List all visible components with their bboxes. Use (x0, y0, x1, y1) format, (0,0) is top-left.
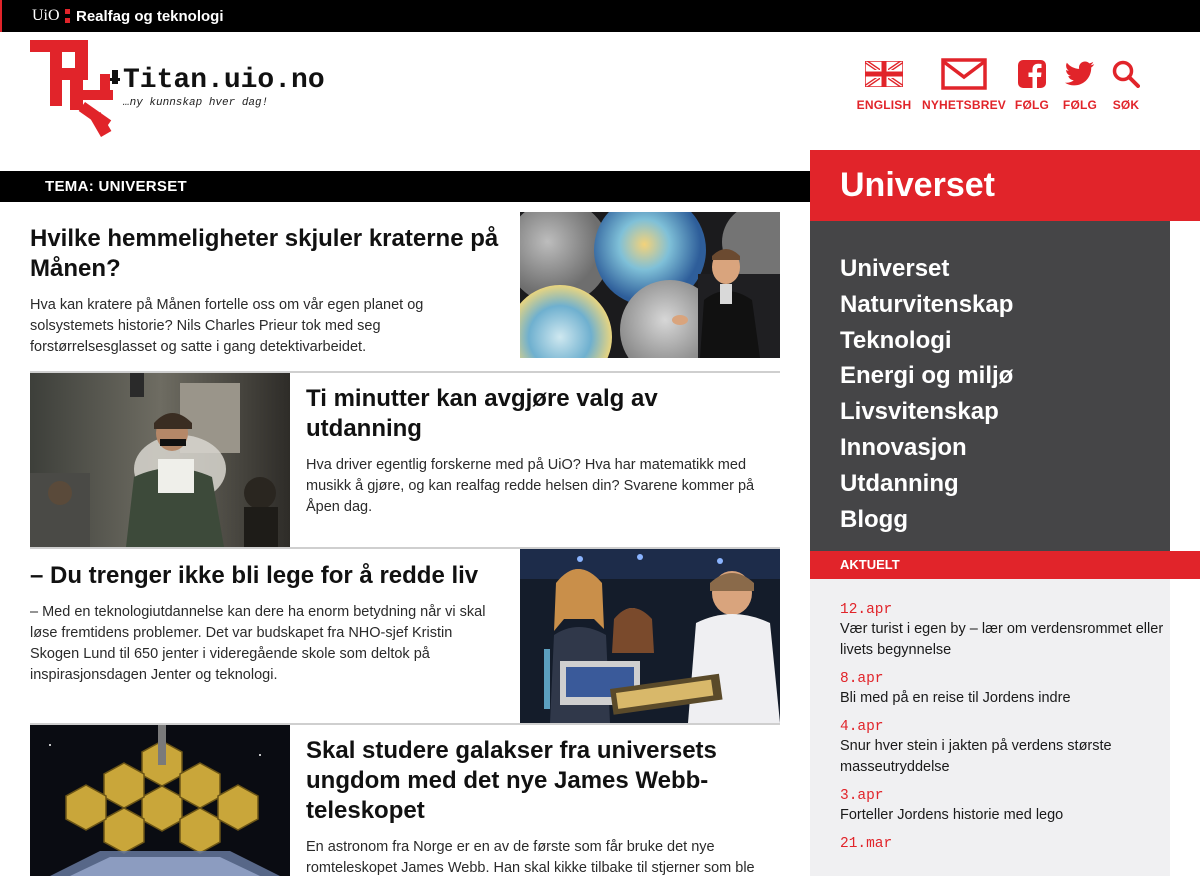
article-title[interactable]: Hvilke hemmeligheter skjuler kraterne på Månen? (30, 225, 499, 282)
news-list (810, 579, 1170, 876)
sidebar-nav (810, 221, 1170, 551)
article-lead: Hva driver egentlig forskerne med på UiO? Hva har matematikk med musikk å gjøre, og kan realfag redde helsen din? Svarene kommer på Åpen dag. (306, 457, 755, 515)
news-title[interactable]: Vær turist i egen by – lær om verdensrommet eller livets begynnelse (840, 621, 1164, 658)
news-date: 12.apr (840, 602, 893, 618)
facebook-label: FØLG (1014, 98, 1050, 112)
article-title[interactable]: Skal studere galakser fra universets ungdom med det nye James Webb-teleskopet (306, 737, 717, 824)
sidebar-item-energi-og-miljo[interactable]: Energi og miljø (840, 362, 1014, 390)
facebook-link[interactable] (1012, 58, 1052, 118)
news-title[interactable]: Snur hver stein i jakten på verdens største masseutryddelse (840, 738, 1112, 775)
twitter-link[interactable] (1058, 58, 1102, 118)
sidebar-item-universet[interactable]: Universet (840, 255, 950, 282)
list-item[interactable] (840, 787, 1170, 826)
newsletter-link[interactable] (921, 58, 1007, 118)
uio-logo-text[interactable]: UiO (32, 7, 60, 24)
uio-top-bar (0, 0, 1200, 32)
news-date: 3.apr (840, 788, 884, 804)
site-name: Titan.uio.no (123, 65, 325, 96)
search-icon (1108, 58, 1144, 90)
article-card[interactable] (306, 384, 780, 518)
news-date: 21.mar (840, 836, 893, 852)
article-image-open-day[interactable] (30, 373, 290, 547)
theme-bar (0, 171, 810, 202)
english-link[interactable] (854, 58, 914, 118)
sidebar-heading-text: Universet (840, 166, 995, 204)
english-label: ENGLISH (856, 98, 912, 112)
news-title[interactable]: Bli med på en reise til Jordens indre (840, 690, 1071, 706)
sidebar-heading (810, 150, 1200, 221)
site-logo[interactable] (30, 40, 360, 140)
article-image-james-webb[interactable] (30, 725, 290, 876)
list-item[interactable] (840, 835, 1170, 853)
article-lead: En astronom fra Norge er en av de første som får bruke det nye romteleskopet James Webb. Han skal kikke tilbake til stjerner som ble (306, 839, 755, 876)
uk-flag-icon (854, 58, 914, 90)
facebook-icon (1012, 58, 1052, 90)
article-lead: – Med en teknologiutdannelse kan dere ha enorm betydning når vi skal løse fremtidens problemer. Det var budskapet fra NHO-sjef Kristin Skogen Lund til 650 jenter i videregående skole som deltok på inspirasjonsdagen Jenter og teknologi. (30, 604, 486, 683)
sidebar-item-blogg[interactable]: Blogg (840, 505, 908, 533)
news-date: 8.apr (840, 671, 884, 687)
list-item[interactable] (840, 601, 1170, 661)
faculty-link[interactable]: Realfag og teknologi (76, 8, 224, 25)
uio-dots-icon (65, 9, 70, 23)
list-item[interactable] (840, 718, 1170, 778)
envelope-icon (921, 58, 1007, 90)
sidebar-item-utdanning[interactable]: Utdanning (840, 469, 959, 497)
sidebar-item-innovasjon[interactable]: Innovasjon (840, 433, 967, 461)
news-date: 4.apr (840, 719, 884, 735)
site-tagline: …ny kunnskap hver dag! (123, 97, 269, 109)
article-image-moon-craters[interactable] (520, 212, 780, 358)
article-card[interactable] (306, 736, 780, 876)
article-title[interactable]: Ti minutter kan avgjøre valg av utdanning (306, 385, 658, 442)
twitter-label: FØLG (1062, 98, 1098, 112)
sidebar-item-teknologi[interactable]: Teknologi (840, 326, 952, 354)
article-card[interactable] (30, 224, 500, 358)
twitter-icon (1058, 58, 1102, 90)
search-link[interactable] (1108, 58, 1144, 118)
theme-label: TEMA: UNIVERSET (45, 178, 188, 195)
sidebar-item-livsvitenskap[interactable]: Livsvitenskap (840, 398, 999, 426)
aktuelt-header (810, 551, 1200, 579)
newsletter-label: NYHETSBREV (921, 98, 1006, 112)
article-lead: Hva kan kratere på Månen fortelle oss om vår egen planet og solsystemets historie? Nils Charles Prieur tok med seg forstørrelsesglasset og satte i gang detektivarbeidet. (30, 297, 424, 355)
aktuelt-label: AKTUELT (840, 557, 900, 572)
search-label: SØK (1112, 98, 1140, 112)
sidebar-item-naturvitenskap[interactable]: Naturvitenskap (840, 290, 1014, 318)
list-item[interactable] (840, 670, 1170, 709)
article-title[interactable]: – Du trenger ikke bli lege for å redde liv (30, 562, 479, 589)
article-card[interactable] (30, 561, 504, 686)
news-title[interactable]: Forteller Jordens historie med lego (840, 807, 1064, 823)
titan-logo-icon (30, 40, 122, 140)
article-image-girls-technology[interactable] (520, 549, 780, 723)
